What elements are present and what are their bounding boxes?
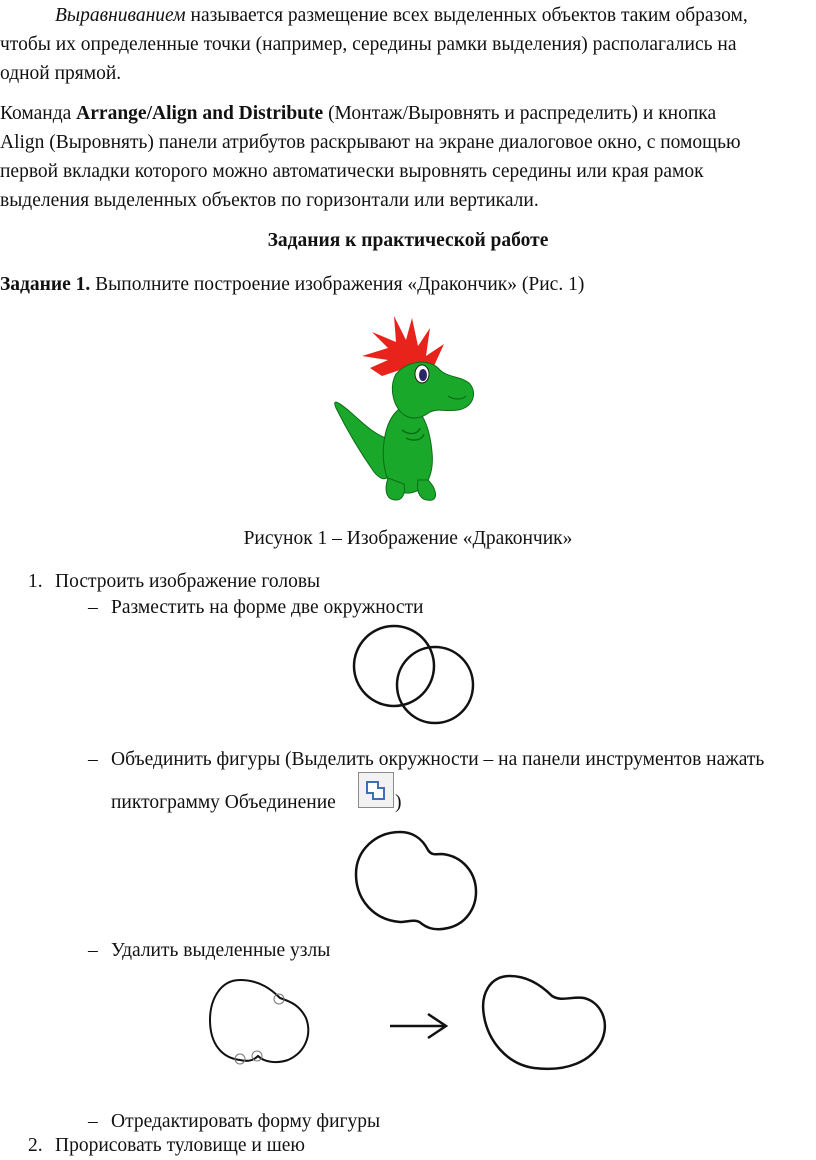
section-title: Задания к практической работе (267, 230, 549, 251)
dragon-leg-right (418, 480, 436, 500)
union-shape (356, 832, 476, 929)
sub-item-3: Удалить выделенные узлы (111, 940, 331, 961)
sub-item-2-line2 (111, 789, 336, 817)
para2-line3: первой вкладки которого можно автоматически выровнять середины или края рамок (0, 161, 704, 182)
para2-line1-rest: (Монтаж/Выровнять и распределить) и кнопка (323, 103, 717, 124)
list-item-1-number: 1. (28, 571, 43, 592)
list-item-1-text: Построить изображение головы (55, 571, 321, 592)
para2-start: Команда (0, 103, 77, 124)
list-item-2-text: Прорисовать туловище и шею (55, 1135, 305, 1156)
para2-line2: Align (Выровнять) панели атрибутов раскрывают на экране диалоговое окно, с помощью (0, 132, 741, 153)
command-name: Arrange/Align and Distribute (76, 103, 324, 124)
para1-line3: одной прямой. (0, 63, 122, 84)
sub-item-2-text: пиктограмму Объединение (111, 792, 336, 813)
right-arrow-icon (390, 1014, 446, 1038)
dash-bullet-4: – (88, 1111, 98, 1132)
para2-line1 (0, 100, 716, 128)
dragon-illustration (330, 312, 480, 507)
task1-text: Выполните построение изображения «Дракончик» (Рис. 1) (90, 274, 585, 295)
para1-line1-rest: называется размещение всех выделенных объектов таким образом, (185, 5, 748, 26)
dragon-head (392, 362, 473, 418)
dash-bullet-3: – (88, 940, 98, 961)
dragon-pupil (419, 369, 427, 381)
dash-bullet-2: – (88, 749, 98, 770)
two-circles-figure (350, 618, 480, 728)
bean-shape (483, 976, 605, 1069)
node-deletion-figure (200, 968, 620, 1080)
union-glyph (364, 779, 388, 803)
para2-line4: выделения выделенных объектов по горизонтали или вертикали. (0, 190, 539, 211)
dash-bullet-1: – (88, 597, 98, 618)
circle-left (354, 626, 434, 706)
para1-line1 (55, 2, 748, 30)
para1-line2: чтобы их определенные точки (например, середины рамки выделения) располагались на (0, 34, 737, 55)
union-result-figure (352, 828, 482, 933)
sub-item-4: Отредактировать форму фигуры (111, 1111, 381, 1132)
list-item-2-number: 2. (28, 1135, 43, 1156)
circle-right (397, 647, 473, 723)
sub-item-1: Разместить на форме две окружности (111, 597, 424, 618)
task1-label: Задание 1. (0, 274, 91, 295)
sub-item-2-line1: Объединить фигуры (Выделить окружности – на панели инструментов нажать (111, 749, 765, 770)
union-icon (358, 772, 394, 808)
italic-term: Выравниванием (55, 5, 186, 26)
shape-with-nodes (210, 980, 308, 1062)
dragon-tail (335, 402, 392, 479)
task1-line (0, 271, 584, 299)
figure1-caption: Рисунок 1 – Изображение «Дракончик» (243, 528, 573, 549)
sub-item-2-close: ) (395, 792, 402, 813)
